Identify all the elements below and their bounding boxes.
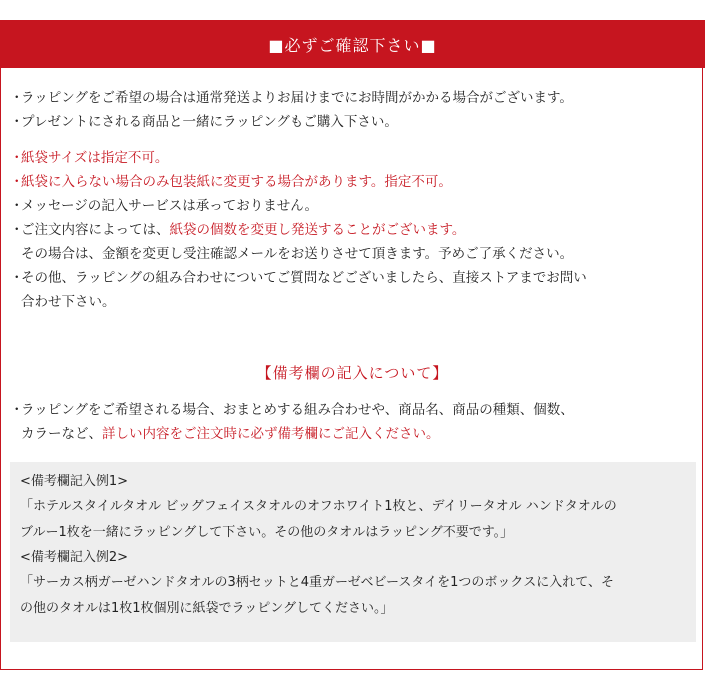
example-1-title: <備考欄記入例1> bbox=[20, 474, 129, 489]
notice-item-warning: ・ 紙袋に入らない場合のみ包装紙に変更する場合があります。指定不可。 bbox=[10, 174, 452, 190]
banner-title: ■必ずご確認下さい■ bbox=[268, 35, 437, 55]
example-2-title: <備考欄記入例2> bbox=[20, 550, 129, 565]
example-2-text: の他のタオルは1枚1枚個別に紙袋でラッピングしてください。」 bbox=[20, 601, 394, 616]
example-1-text: 「ホテルスタイルタオル ビッグフェイスタオルのオフホワイト1枚と、デイリータオル ハンドタオルの bbox=[20, 499, 617, 514]
notice-item: ・ ラッピングをご希望の場合は通常発送よりお届けまでにお時間がかかる場合がございます。 bbox=[10, 90, 573, 106]
remarks-item: ・ ラッピングをご希望される場合、おまとめする組み合わせや、商品名、商品の種類、個数、 bbox=[10, 402, 574, 418]
notice-item-continuation: 合わせ下さい。 bbox=[21, 294, 116, 310]
remarks-list bbox=[10, 398, 700, 446]
example-1-text: ブルー1枚を一緒にラッピングして下さい。その他のタオルはラッピング不要です。」 bbox=[20, 525, 514, 540]
notice-banner bbox=[0, 20, 705, 68]
notice-item: ・ ご注文内容によっては、紙袋の個数を変更し発送することがございます。 bbox=[10, 222, 466, 238]
notice-item: ・ その他、ラッピングの組み合わせについてご質問などございましたら、直接ストアまでお問い bbox=[10, 270, 587, 286]
notice-item: ・ メッセージの記入サービスは承っておりません。 bbox=[10, 198, 318, 214]
notice-item-continuation: その場合は、金額を変更し受注確認メールをお送りさせて頂きます。予めご了承ください。 bbox=[21, 246, 574, 262]
remarks-item-continuation: カラーなど、詳しい内容をご注文時に必ず備考欄にご記入ください。 bbox=[21, 426, 440, 442]
example-2-text: 「サーカス柄ガーゼハンドタオルの3柄セットと4重ガーゼベビースタイを1つのボックスに入れて、そ bbox=[20, 575, 614, 590]
notice-list bbox=[10, 86, 700, 314]
examples-box bbox=[10, 462, 696, 642]
notice-item: ・ プレゼントにされる商品と一緒にラッピングもご購入下さい。 bbox=[10, 114, 398, 130]
remarks-heading: 【備考欄の記入について】 bbox=[256, 364, 449, 382]
notice-item-warning: ・ 紙袋サイズは指定不可。 bbox=[10, 150, 169, 166]
